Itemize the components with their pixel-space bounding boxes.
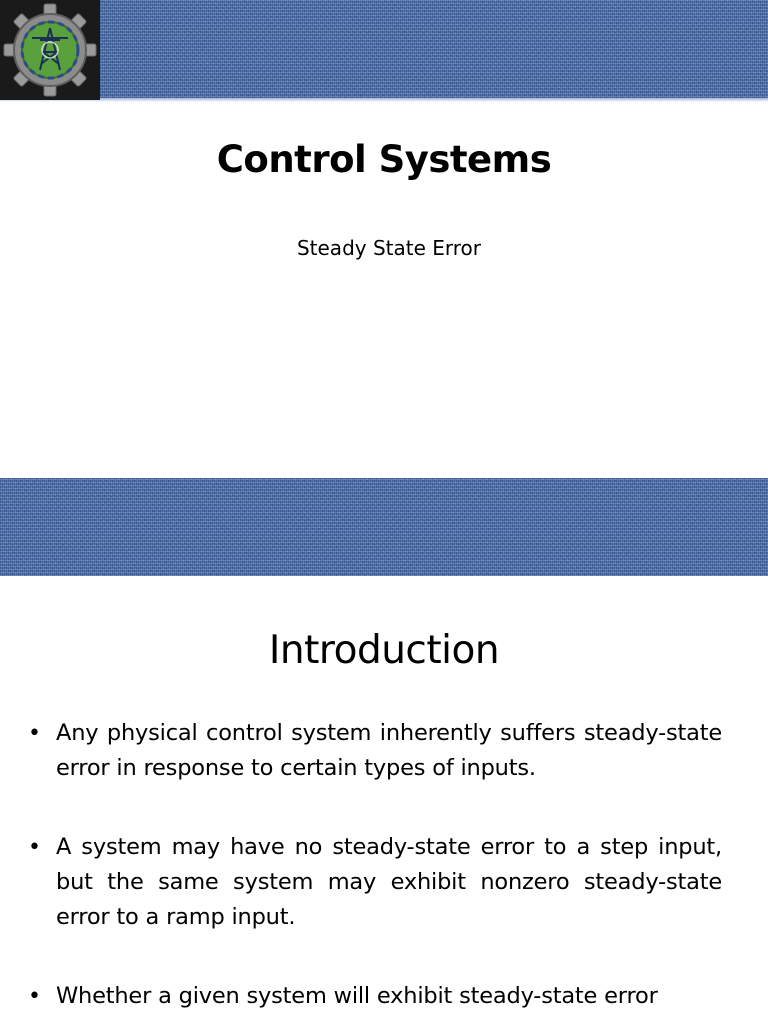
logo: [0, 0, 100, 100]
content-slide: [0, 576, 768, 1024]
list-item: [28, 979, 722, 1014]
bullet-text: A system may have no steady-state error to a step input, but the same system may exhibit nonzero steady-state error to a ramp input.: [56, 834, 722, 930]
slide-title: Control Systems: [216, 138, 552, 181]
slide-heading: Introduction: [268, 628, 500, 673]
list-item: [28, 830, 722, 935]
slide-separator-band: [0, 478, 768, 576]
bullet-icon: •: [28, 835, 41, 860]
header-band: [0, 0, 768, 100]
header-band-shadow: [0, 98, 768, 102]
bullet-icon: •: [28, 984, 41, 1009]
bullet-text: Whether a given system will exhibit steady-state error: [56, 983, 658, 1009]
title-slide: [0, 0, 768, 478]
bullet-text: Any physical control system inherently suffers steady-state error in response to certain types of inputs.: [56, 720, 722, 781]
gear-emblem-icon: [2, 2, 98, 98]
list-item: [28, 716, 722, 786]
slide-subtitle: Steady State Error: [296, 236, 482, 260]
bullet-list: [28, 716, 722, 1024]
bullet-icon: •: [28, 721, 41, 746]
